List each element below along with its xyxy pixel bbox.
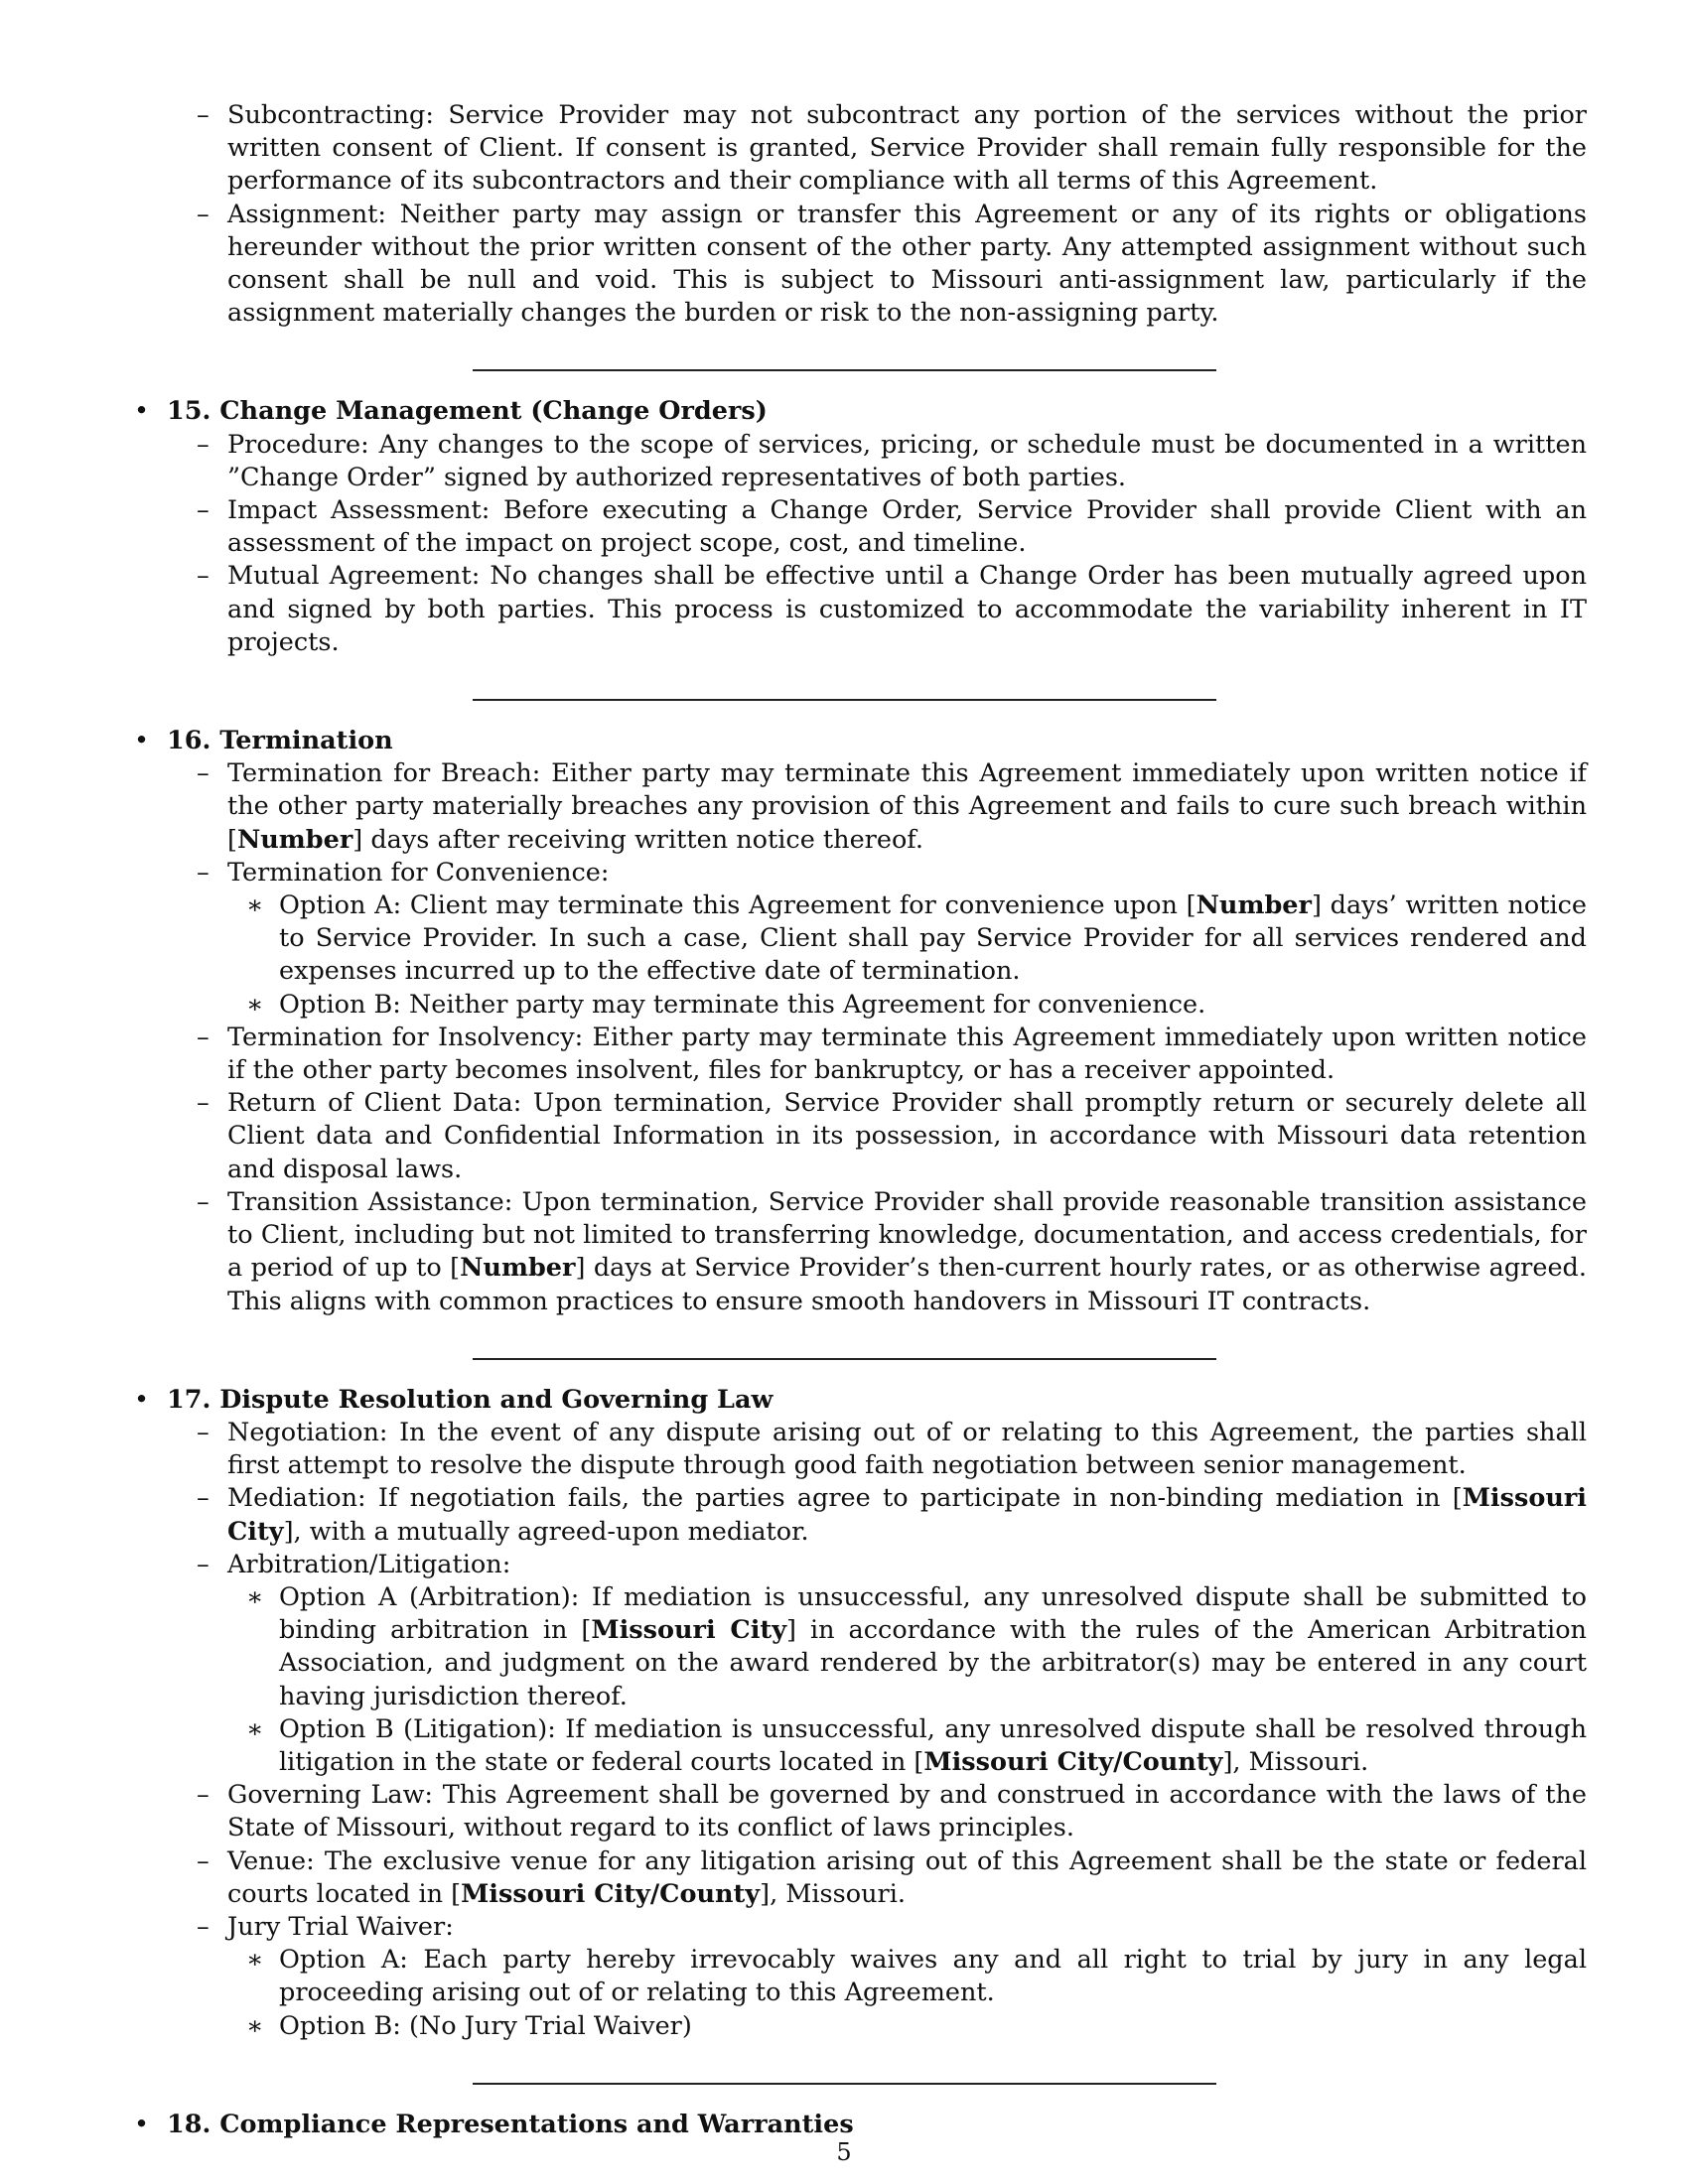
negotiation-clause: – Negotiation: In the event of any dispute arising out of or relating to this Agreement, the parties shall first attempt to resolve the dispute through good faith negotiation between senior management. (127, 1417, 1587, 1482)
placeholder-number: Number (236, 824, 353, 855)
clause-text: ], Missouri. (1222, 1746, 1369, 1777)
transition-assistance-clause (127, 1186, 1587, 1318)
section-divider (473, 2083, 1216, 2085)
page-number: 5 (836, 2138, 852, 2166)
placeholder-city-county: Missouri City/County (923, 1746, 1223, 1777)
clause-text: Venue: The exclusive venue for any litigation arising out of this Agreement shall be the state or federal courts located in [ (227, 1845, 1587, 1909)
subcontracting-clause: – Subcontracting: Service Provider may not subcontract any portion of the services without the prior written consent of Client. If consent is granted, Service Provider shall remain fully responsible for the performance of its subcontractors and their compliance with all terms of this Agreement. (127, 99, 1587, 199)
jury-option-b: ∗ Option B: (No Jury Trial Waiver) (127, 2010, 1587, 2043)
placeholder-city-county: Missouri City/County (461, 1878, 761, 1909)
page-content (127, 99, 1587, 2141)
termination-convenience-clause: – Termination for Convenience: (127, 857, 1587, 889)
clause-text: ] days after receiving written notice thereof. (352, 824, 923, 855)
arbitration-option-a (127, 1581, 1587, 1713)
clause-text: Termination for Breach: Either party may terminate this Agreement immediately upon written notice if the other party materially breaches any provision of this Agreement and fails to cure such breach within [ (227, 758, 1587, 855)
governing-law-clause: – Governing Law: This Agreement shall be governed by and construed in accordance with the laws of the State of Missouri, without regard to its conflict of laws principles. (127, 1779, 1587, 1844)
jury-trial-waiver-clause: – Jury Trial Waiver: (127, 1911, 1587, 1944)
mediation-clause (127, 1482, 1587, 1548)
procedure-clause: – Procedure: Any changes to the scope of services, pricing, or schedule must be documented in a written ”Change Order” signed by authorized representatives of both parties. (127, 429, 1587, 494)
mutual-agreement-clause: – Mutual Agreement: No changes shall be effective until a Change Order has been mutually agreed upon and signed by both parties. This process is customized to accommodate the variability inherent in IT projects. (127, 560, 1587, 659)
jury-option-a: ∗ Option A: Each party hereby irrevocably waives any and all right to trial by jury in any legal proceeding arising out of or relating to this Agreement. (127, 1944, 1587, 2009)
placeholder-number: Number (460, 1253, 576, 1284)
termination-insolvency-clause: – Termination for Insolvency: Either party may terminate this Agreement immediately upon written notice if the other party becomes insolvent, files for bankruptcy, or has a receiver appointed. (127, 1022, 1587, 1087)
clause-text: ] days at Service Provider’s then-current hourly rates, or as otherwise agreed. This aligns with common practices to ensure smooth handovers in Missouri IT contracts. (227, 1253, 1587, 1316)
clause-text: Transition Assistance: Upon termination, Service Provider shall provide reasonable transition assistance to Client, including but not limited to transferring knowledge, documentation, and access credentials, for a period of up to [ (227, 1186, 1587, 1284)
clause-text: Option B (Litigation): If mediation is unsuccessful, any unresolved dispute shall be resolved through litigation in the state or federal courts located in [ (279, 1713, 1587, 1777)
convenience-option-a (127, 889, 1587, 989)
arbitration-litigation-clause: – Arbitration/Litigation: (127, 1549, 1587, 1581)
clause-text: ] days’ written notice to Service Provider. In such a case, Client shall pay Service Provider for all services rendered and expenses incurred up to the effective date of termination. (279, 890, 1588, 987)
section-divider (473, 699, 1216, 701)
termination-breach-clause (127, 757, 1587, 857)
placeholder-number: Number (1196, 890, 1312, 921)
section-17-heading: • 17. Dispute Resolution and Governing Law (127, 1384, 1587, 1417)
clause-text: ] in accordance with the rules of the American Arbitration Association, and judgment on the award rendered by the arbitrator(s) may be entered in any court having jurisdiction thereof. (279, 1615, 1587, 1711)
section-16-heading: • 16. Termination (127, 725, 1587, 757)
convenience-option-b: ∗ Option B: Neither party may terminate this Agreement for convenience. (127, 989, 1587, 1022)
placeholder-city: Missouri City (227, 1483, 1587, 1547)
assignment-clause: – Assignment: Neither party may assign or transfer this Agreement or any of its rights or obligations hereunder without the prior written consent of the other party. Any attempted assignment without such consent shall be null and void. This is subject to Missouri anti-assignment law, particularly if the assignment materially changes the burden or risk to the non-assigning party. (127, 199, 1587, 331)
placeholder-city: Missouri City (591, 1615, 787, 1646)
section-15-heading: • 15. Change Management (Change Orders) (127, 395, 1587, 428)
section-divider (473, 1358, 1216, 1360)
clause-text: Mediation: If negotiation fails, the parties agree to participate in non-binding mediation in [ (227, 1483, 1463, 1514)
section-divider (473, 369, 1216, 371)
clause-text: ], with a mutually agreed-upon mediator. (283, 1516, 809, 1547)
venue-clause (127, 1845, 1587, 1911)
litigation-option-b (127, 1713, 1587, 1779)
return-client-data-clause: – Return of Client Data: Upon termination, Service Provider shall promptly return or securely delete all Client data and Confidential Information in its possession, in accordance with Missouri data retention and disposal laws. (127, 1087, 1587, 1186)
clause-text: ], Missouri. (760, 1878, 906, 1909)
section-18-heading: • 18. Compliance Representations and Warranties (127, 2109, 1587, 2141)
clause-text: Option A: Client may terminate this Agreement for convenience upon [ (279, 890, 1196, 921)
clause-text: Option A (Arbitration): If mediation is unsuccessful, any unresolved dispute shall be submitted to binding arbitration in [ (279, 1581, 1587, 1646)
impact-assessment-clause: – Impact Assessment: Before executing a Change Order, Service Provider shall provide Client with an assessment of the impact on project scope, cost, and timeline. (127, 494, 1587, 560)
